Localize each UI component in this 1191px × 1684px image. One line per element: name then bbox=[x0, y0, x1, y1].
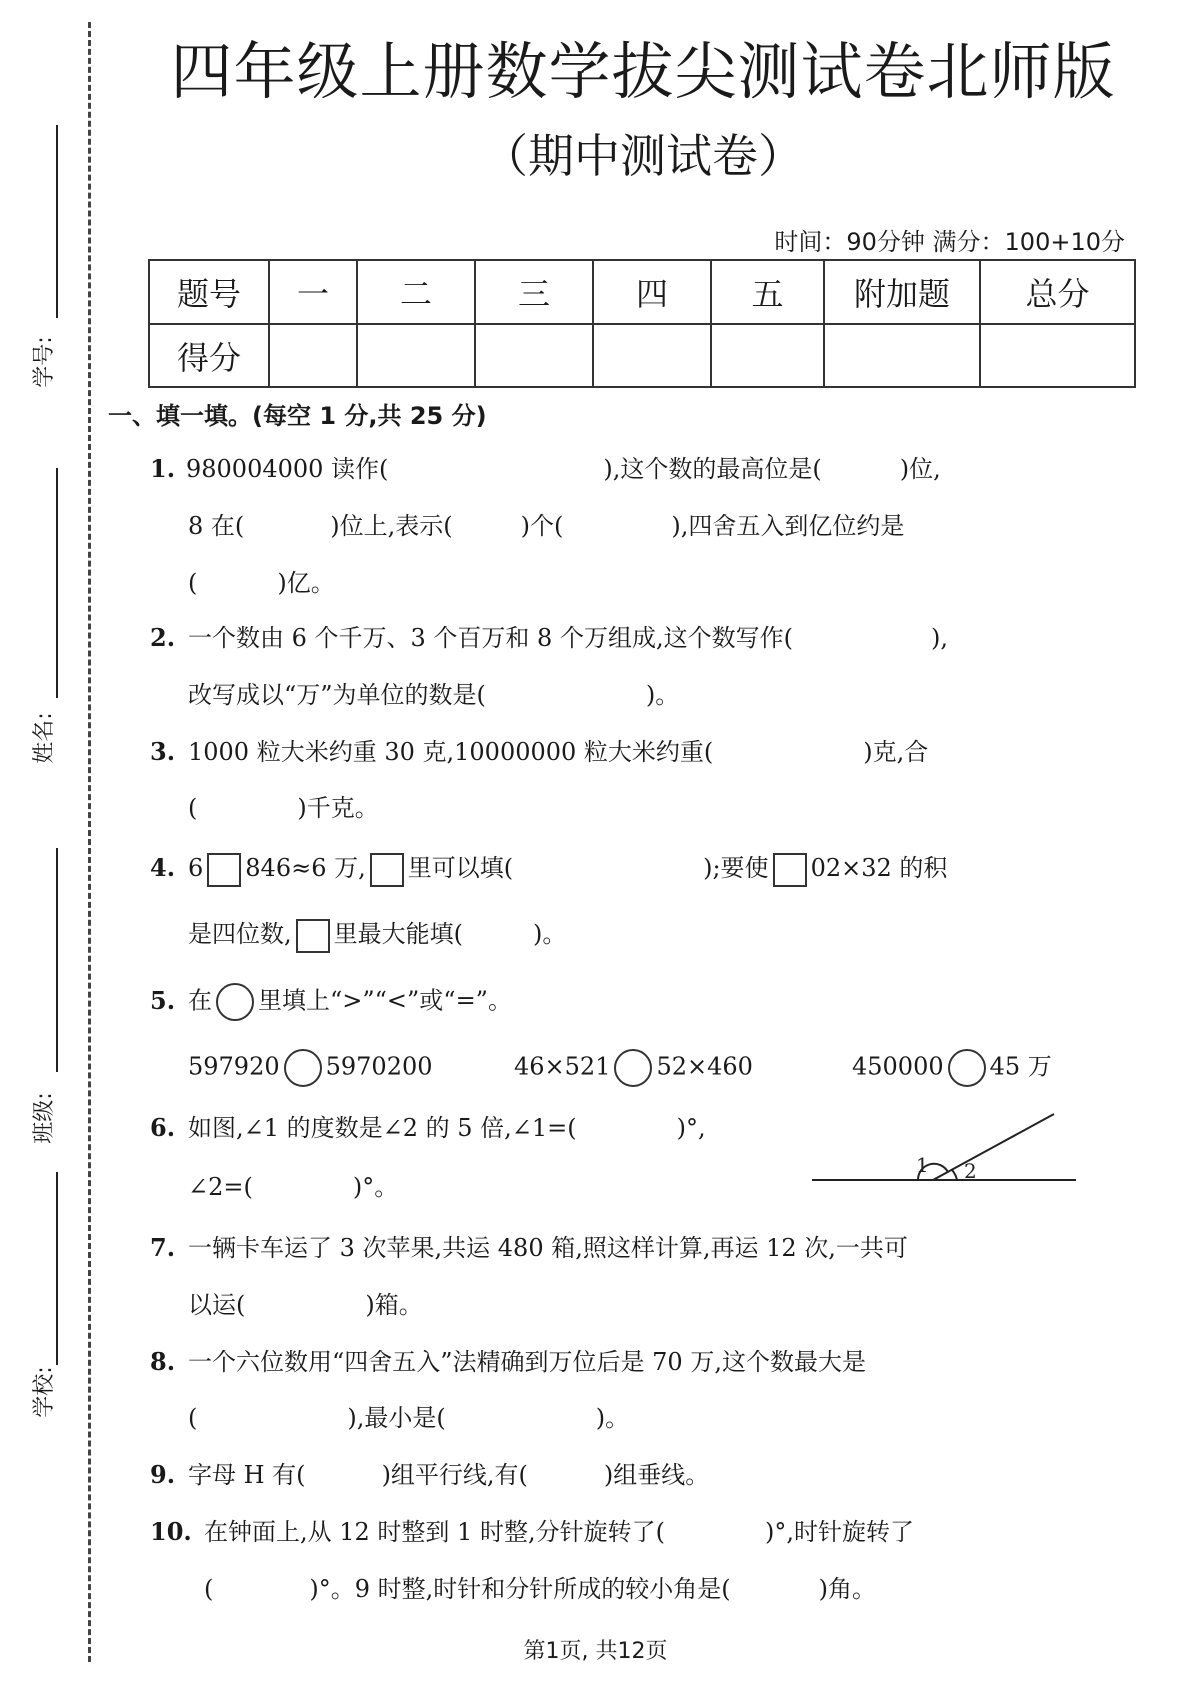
digit-box-icon bbox=[370, 853, 404, 887]
score-cell[interactable] bbox=[593, 324, 711, 387]
score-cell[interactable] bbox=[475, 324, 593, 387]
question-6-line-2: ∠2=( )°。 bbox=[188, 1173, 399, 1201]
circle-icon bbox=[216, 983, 254, 1021]
digit-box[interactable] bbox=[207, 853, 241, 887]
question-number: 2. bbox=[150, 623, 176, 652]
angle-2-label: 2 bbox=[964, 1159, 977, 1183]
digit-box-icon bbox=[296, 919, 330, 953]
fold-dashed-line bbox=[88, 22, 91, 1662]
question-number: 4. bbox=[150, 853, 176, 882]
question-8-line-1: 8. 一个六位数用“四舍五入”法精确到万位后是 70 万,这个数最大是 bbox=[150, 1345, 866, 1379]
comparison-circle[interactable] bbox=[614, 1049, 652, 1087]
question-4-line-2: 是四位数, 里最大能填( )。 bbox=[188, 917, 566, 953]
class-underline bbox=[56, 848, 58, 1072]
score-cell[interactable] bbox=[824, 324, 980, 387]
comparison-3: 450000 45 万 bbox=[852, 1049, 1052, 1087]
col-label: 题号 bbox=[149, 260, 269, 324]
page-subtitle: （期中测试卷） bbox=[482, 129, 804, 183]
name-label: 姓名: bbox=[31, 712, 57, 764]
comparison-2: 46×521 52×460 bbox=[514, 1049, 753, 1087]
angle-1-label: 1 bbox=[916, 1153, 929, 1177]
question-7-line-1: 7. 一辆卡车运了 3 次苹果,共运 480 箱,照这样计算,再运 12 次,一共可 bbox=[150, 1231, 908, 1265]
question-2-line-1: 2. 一个数由 6 个千万、3 个百万和 8 个万组成,这个数写作( ), bbox=[150, 621, 948, 655]
col-section-2: 二 bbox=[357, 260, 475, 324]
col-total: 总分 bbox=[980, 260, 1135, 324]
score-table-header-row bbox=[149, 260, 1135, 324]
question-9-line-1: 9. 字母 H 有( )组平行线,有( )组垂线。 bbox=[150, 1458, 709, 1492]
digit-box[interactable] bbox=[773, 853, 807, 887]
question-number: 1. bbox=[150, 454, 176, 483]
question-7-line-2: 以运( )箱。 bbox=[188, 1291, 423, 1319]
section-heading: 一、填一填。(每空 1 分,共 25 分) bbox=[108, 402, 487, 430]
exam-meta: 时间：90分钟 满分：100+10分 bbox=[774, 228, 1125, 256]
angle-diagram bbox=[800, 1100, 1090, 1200]
col-section-4: 四 bbox=[593, 260, 711, 324]
question-5-line-1: 5. 在 里填上“>”“<”或“=”。 bbox=[150, 983, 512, 1021]
question-number: 9. bbox=[150, 1460, 176, 1489]
question-number: 6. bbox=[150, 1113, 176, 1142]
score-cell[interactable] bbox=[980, 324, 1135, 387]
comparison-1: 597920 5970200 bbox=[188, 1049, 433, 1087]
score-cell[interactable] bbox=[357, 324, 475, 387]
col-section-5: 五 bbox=[711, 260, 824, 324]
name-underline bbox=[56, 468, 58, 698]
question-number: 5. bbox=[150, 985, 176, 1015]
question-8-line-2: ( ),最小是( )。 bbox=[188, 1404, 630, 1432]
col-section-3: 三 bbox=[475, 260, 593, 324]
col-bonus: 附加题 bbox=[824, 260, 980, 324]
question-10-line-2: ( )°。9 时整,时针和分针所成的较小角是( )角。 bbox=[204, 1575, 877, 1603]
score-table bbox=[148, 259, 1136, 388]
class-label: 班级: bbox=[31, 1092, 57, 1144]
question-6-line-1: 6. 如图,∠1 的度数是∠2 的 5 倍,∠1=( )°, bbox=[150, 1111, 706, 1145]
question-2-line-2: 改写成以“万”为单位的数是( )。 bbox=[188, 681, 680, 709]
student-id-underline bbox=[56, 125, 58, 318]
page-indicator: 第1页, 共12页 bbox=[523, 1639, 668, 1664]
score-cell[interactable] bbox=[269, 324, 357, 387]
score-table-score-row bbox=[149, 324, 1135, 387]
school-label: 学校: bbox=[31, 1366, 57, 1418]
question-number: 7. bbox=[150, 1233, 176, 1262]
question-3-line-1: 3. 1000 粒大米约重 30 克,10000000 粒大米约重( )克,合 bbox=[150, 735, 928, 769]
score-cell[interactable] bbox=[711, 324, 824, 387]
question-3-line-2: ( )千克。 bbox=[188, 794, 379, 822]
student-id-label: 学号: bbox=[31, 336, 57, 388]
question-1-line-2: 8 在( )位上,表示( )个( ),四舍五入到亿位约是 bbox=[188, 512, 905, 540]
comparison-circle[interactable] bbox=[284, 1049, 322, 1087]
page-title: 四年级上册数学拔尖测试卷北师版 bbox=[170, 35, 1116, 108]
school-underline bbox=[56, 1172, 58, 1365]
comparison-circle[interactable] bbox=[948, 1049, 986, 1087]
question-1-line-1: 1. 980004000 读作( ),这个数的最高位是( )位, bbox=[150, 452, 941, 486]
question-number: 8. bbox=[150, 1347, 176, 1376]
question-number: 10. bbox=[150, 1517, 192, 1546]
question-10-line-1: 10. 在钟面上,从 12 时整到 1 时整,分针旋转了( )°,时针旋转了 bbox=[150, 1515, 914, 1549]
question-4-line-1: 4. 6 846≈6 万, 里可以填( );要使 02×32 的积 bbox=[150, 851, 947, 887]
col-section-1: 一 bbox=[269, 260, 357, 324]
score-row-label: 得分 bbox=[149, 324, 269, 387]
question-1-line-3: ( )亿。 bbox=[188, 569, 335, 597]
question-number: 3. bbox=[150, 737, 176, 766]
